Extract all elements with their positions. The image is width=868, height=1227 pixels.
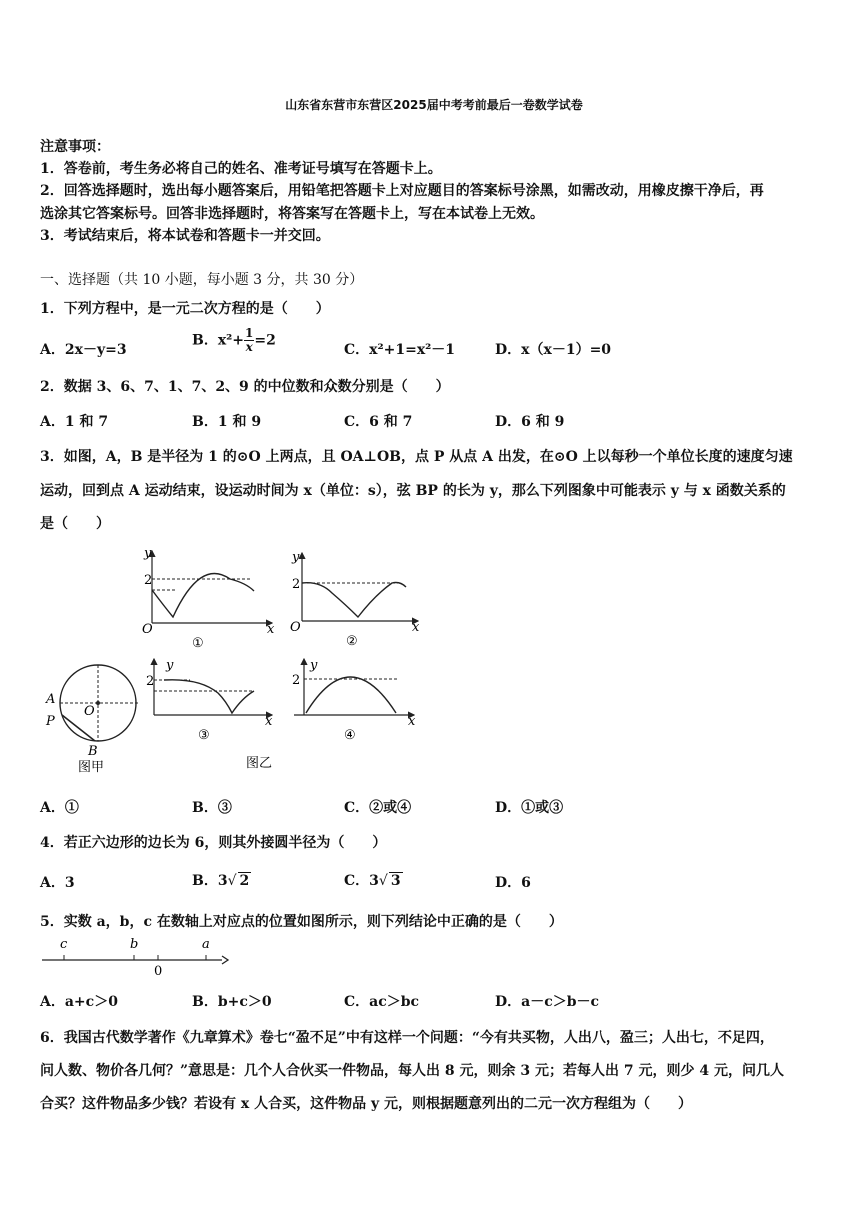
q3-stem-line3: 是（ ） — [40, 516, 110, 532]
g2-y-label: y — [292, 550, 300, 565]
notes-heading: 注意事项： — [40, 139, 110, 155]
q3-stem-line2: 运动，回到点 A 运动结束，设运动时间为 x（单位：s），弦 BP 的长为 y，那么下列图象中可能表示 y 与 x 函数关系的 — [40, 483, 786, 499]
nl-c-label: c — [60, 937, 68, 952]
q1-b-denominator: x — [245, 340, 253, 354]
g2-caption: ② — [346, 634, 358, 649]
q1-stem: 1．下列方程中，是一元二次方程的是（ ） — [40, 301, 330, 317]
graph-2 — [290, 550, 420, 649]
page-title: 山东省东营市东营区2025届中考考前最后一卷数学试卷 — [285, 98, 583, 112]
g3-2-label: 2 — [146, 674, 155, 689]
q1-b-prefix: B．x²+ — [192, 332, 245, 349]
g1-2-label: 2 — [144, 573, 153, 588]
g1-caption: ① — [192, 636, 204, 651]
q1-option-b — [192, 327, 276, 354]
nl-b-label: b — [130, 937, 139, 952]
q3-option-c: C．②或④ — [344, 800, 412, 816]
q5-option-c: C．ac＞bc — [344, 994, 420, 1010]
q4-c-radicand: 3 — [390, 873, 401, 889]
q4-option-d: D．6 — [495, 875, 531, 891]
q1-b-numerator: 1 — [245, 326, 254, 340]
g2-x-label: x — [412, 620, 420, 635]
q6-stem-line1: 6．我国古代数学著作《九章算术》卷七“盈不足”中有这样一个问题：“今有共买物，人出八，盈三；人出七，不足四， — [40, 1030, 774, 1046]
g4-x-label: x — [408, 714, 416, 729]
q2-option-c: C．6 和 7 — [344, 414, 413, 430]
note-3: 3．考试结束后，将本试卷和答题卡一并交回。 — [40, 228, 330, 244]
q1-option-c: C．x²+1=x²－1 — [344, 342, 456, 358]
q6-stem-line3: 合买？这件物品多少钱？若设有 x 人合买，这件物品 y 元，则根据题意列出的二元一次方程组为（ ） — [40, 1096, 692, 1112]
nl-0-label: 0 — [154, 964, 163, 978]
number-line — [40, 932, 230, 978]
circle-b-label: B — [88, 744, 98, 759]
circle-p-label: P — [46, 714, 55, 729]
section-heading: 一、选择题（共 10 小题，每小题 3 分，共 30 分） — [40, 272, 364, 288]
g4-caption: ④ — [344, 728, 356, 743]
q3-figure — [40, 543, 430, 783]
q4-option-c: C．3√ 3 — [344, 873, 401, 889]
q5-option-b: B．b+c＞0 — [192, 994, 272, 1010]
g1-o-label: O — [142, 622, 153, 637]
graph-3 — [146, 658, 273, 743]
g2-2-label: 2 — [292, 577, 301, 592]
q4-c-prefix: C．3 — [344, 873, 379, 889]
g4-2-label: 2 — [292, 673, 301, 688]
g1-y-label: y — [144, 546, 152, 561]
q5-option-d: D．a－c＞b－c — [495, 994, 600, 1010]
q2-option-b: B．1 和 9 — [192, 414, 262, 430]
q4-option-b: B．3√ 2 — [192, 873, 250, 889]
q2-option-a: A．1 和 7 — [40, 414, 109, 430]
q5-stem: 5．实数 a，b，c 在数轴上对应点的位置如图所示，则下列结论中正确的是（ ） — [40, 914, 563, 930]
nl-a-label: a — [202, 937, 210, 952]
q1-option-a: A．2x－y=3 — [40, 342, 127, 358]
caption-jia: 图甲 — [78, 760, 105, 775]
g4-y-label: y — [310, 658, 318, 673]
q3-option-b: B．③ — [192, 800, 232, 816]
g1-x-label: x — [267, 622, 275, 637]
q3-option-a: A．① — [40, 800, 79, 816]
circle-figure — [45, 665, 138, 775]
q2-option-d: D．6 和 9 — [495, 414, 565, 430]
note-2-line2: 选涂其它答案标号。回答非选择题时，将答案写在答题卡上，写在本试卷上无效。 — [40, 206, 544, 222]
q2-stem: 2．数据 3、6、7、1、7、2、9 的中位数和众数分别是（ ） — [40, 379, 450, 395]
graph-1 — [142, 546, 275, 651]
note-1: 1．答卷前，考生务必将自己的姓名、准考证号填写在答题卡上。 — [40, 161, 442, 177]
q3-stem-line1: 3．如图，A，B 是半径为 1 的⊙O 上两点，且 OA⊥OB，点 P 从点 A 出发，在⊙O 上以每秒一个单位长度的速度匀速 — [40, 449, 793, 465]
q6-stem-line2: 问人数、物价各几何？”意思是：几个人合伙买一件物品，每人出 8 元，则余 3 元；若每人出 7 元，则少 4 元，问几人 — [40, 1063, 785, 1079]
g3-caption: ③ — [198, 728, 210, 743]
q4-b-radicand: 2 — [239, 873, 250, 889]
g3-x-label: x — [265, 714, 273, 729]
q5-option-a: A．a+c＞0 — [40, 994, 118, 1010]
q1-b-fraction — [244, 327, 254, 354]
q3-option-d: D．①或③ — [495, 800, 564, 816]
q1-option-d: D．x（x－1）=0 — [495, 342, 612, 358]
graph-4 — [292, 658, 416, 743]
g3-y-label: y — [166, 658, 174, 673]
q4-option-a: A．3 — [40, 875, 75, 891]
circle-a-label: A — [46, 692, 56, 707]
q4-b-prefix: B．3 — [192, 873, 228, 889]
q1-b-suffix: =2 — [254, 332, 276, 349]
circle-o-label: O — [84, 704, 95, 719]
g2-o-label: O — [290, 620, 301, 635]
note-2-line1: 2．回答选择题时，选出每小题答案后，用铅笔把答题卡上对应题目的答案标号涂黑，如需改动，用橡皮擦干净后，再 — [40, 183, 764, 199]
caption-yi: 图乙 — [246, 756, 273, 771]
q4-stem: 4．若正六边形的边长为 6，则其外接圆半径为（ ） — [40, 835, 387, 851]
